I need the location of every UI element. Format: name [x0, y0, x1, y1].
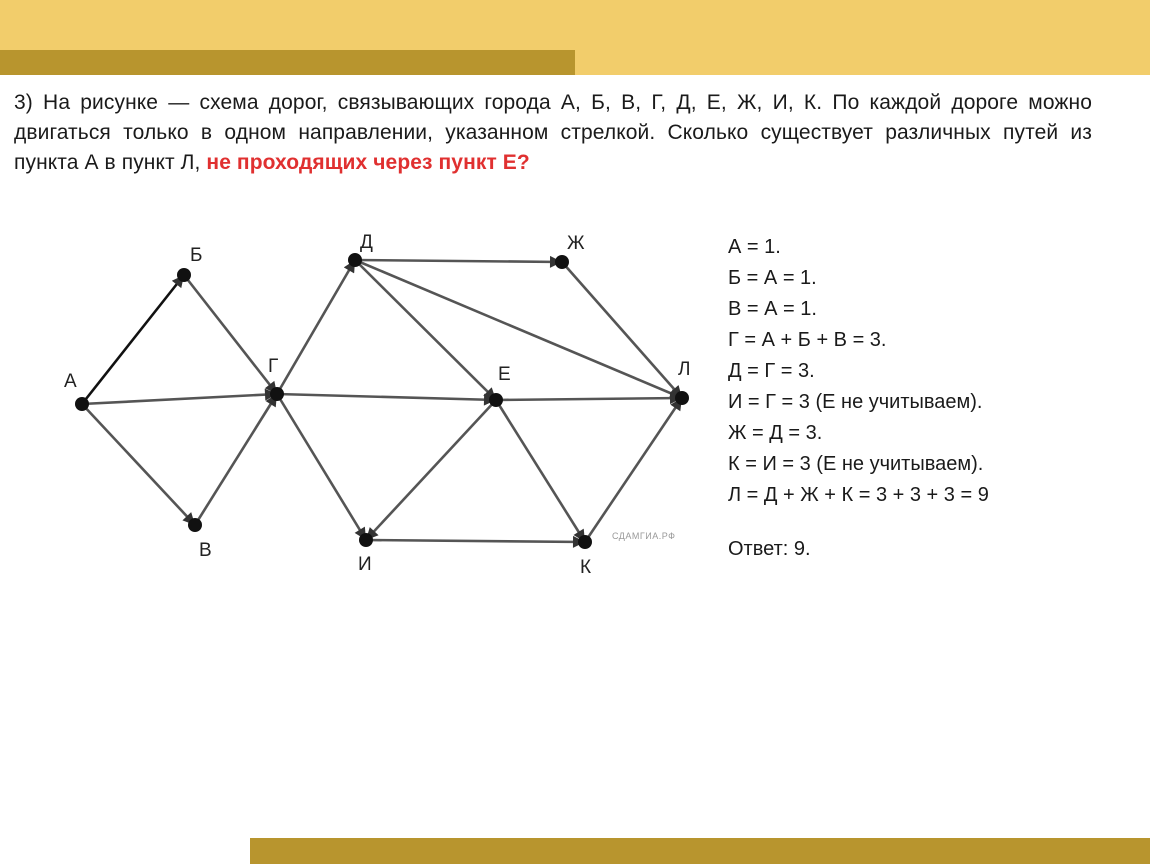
- bottom-decor-band: [250, 838, 1150, 864]
- label-a: А: [64, 371, 77, 392]
- edge-a-g: [82, 394, 277, 404]
- node-k: [578, 535, 592, 549]
- label-b: Б: [190, 245, 203, 266]
- solution-line: Г = А + Б + В = 3.: [728, 329, 887, 351]
- road-graph: [0, 200, 720, 600]
- solution-line: Ж = Д = 3.: [728, 422, 823, 444]
- solution-line: В = А = 1.: [728, 298, 817, 320]
- edge-d-e: [355, 260, 496, 400]
- node-a: [75, 397, 89, 411]
- label-zh: Ж: [567, 233, 585, 254]
- edge-a-b: [82, 275, 184, 404]
- solution-line: И = Г = 3 (Е не учитываем).: [728, 391, 983, 413]
- edge-b-g: [184, 275, 277, 394]
- label-v: В: [199, 540, 212, 561]
- edge-g-d: [277, 260, 355, 394]
- edge-k-l: [585, 398, 682, 542]
- problem-statement: 3) На рисунке — схема дорог, связывающих города А, Б, В, Г, Д, Е, Ж, И, К. По каждой дороге можно двигаться только в одном направлении, указанном стрелкой. Сколько существует различных путей из пункта А в пункт Л,: [14, 91, 1092, 174]
- edge-i-k: [366, 540, 585, 542]
- node-b: [177, 268, 191, 282]
- edge-a-v: [82, 404, 195, 525]
- edges: [82, 260, 682, 542]
- label-g: Г: [268, 356, 279, 377]
- solution-line: Б = А = 1.: [728, 267, 817, 289]
- edge-e-i: [366, 400, 496, 540]
- node-e: [489, 393, 503, 407]
- edge-g-e: [277, 394, 496, 400]
- edge-zh-l: [562, 262, 682, 398]
- edge-g-i: [277, 394, 366, 540]
- label-e: Е: [498, 364, 511, 385]
- top-decor-band-dark: [0, 50, 575, 75]
- problem-highlight: не проходящих через пункт Е?: [206, 151, 530, 174]
- label-d: Д: [360, 232, 373, 253]
- edge-d-l: [355, 260, 682, 398]
- solution-line: Л = Д + Ж + К = 3 + 3 + 3 = 9: [728, 484, 989, 506]
- watermark: СДАМГИА.РФ: [612, 531, 676, 541]
- node-v: [188, 518, 202, 532]
- label-k: К: [580, 557, 592, 578]
- node-d: [348, 253, 362, 267]
- edge-e-l: [496, 398, 682, 400]
- edge-d-zh: [355, 260, 562, 262]
- edge-v-g: [195, 394, 277, 525]
- answer: Ответ: 9.: [728, 538, 811, 560]
- node-g: [270, 387, 284, 401]
- solution-line: Д = Г = 3.: [728, 360, 815, 382]
- edge-e-k: [496, 400, 585, 542]
- problem-text: [14, 88, 1092, 178]
- solution-line: К = И = 3 (Е не учитываем).: [728, 453, 984, 475]
- label-i: И: [358, 554, 372, 575]
- solution-block: [728, 232, 989, 565]
- node-l: [675, 391, 689, 405]
- label-l: Л: [678, 359, 691, 380]
- node-i: [359, 533, 373, 547]
- node-zh: [555, 255, 569, 269]
- solution-line: А = 1.: [728, 236, 781, 258]
